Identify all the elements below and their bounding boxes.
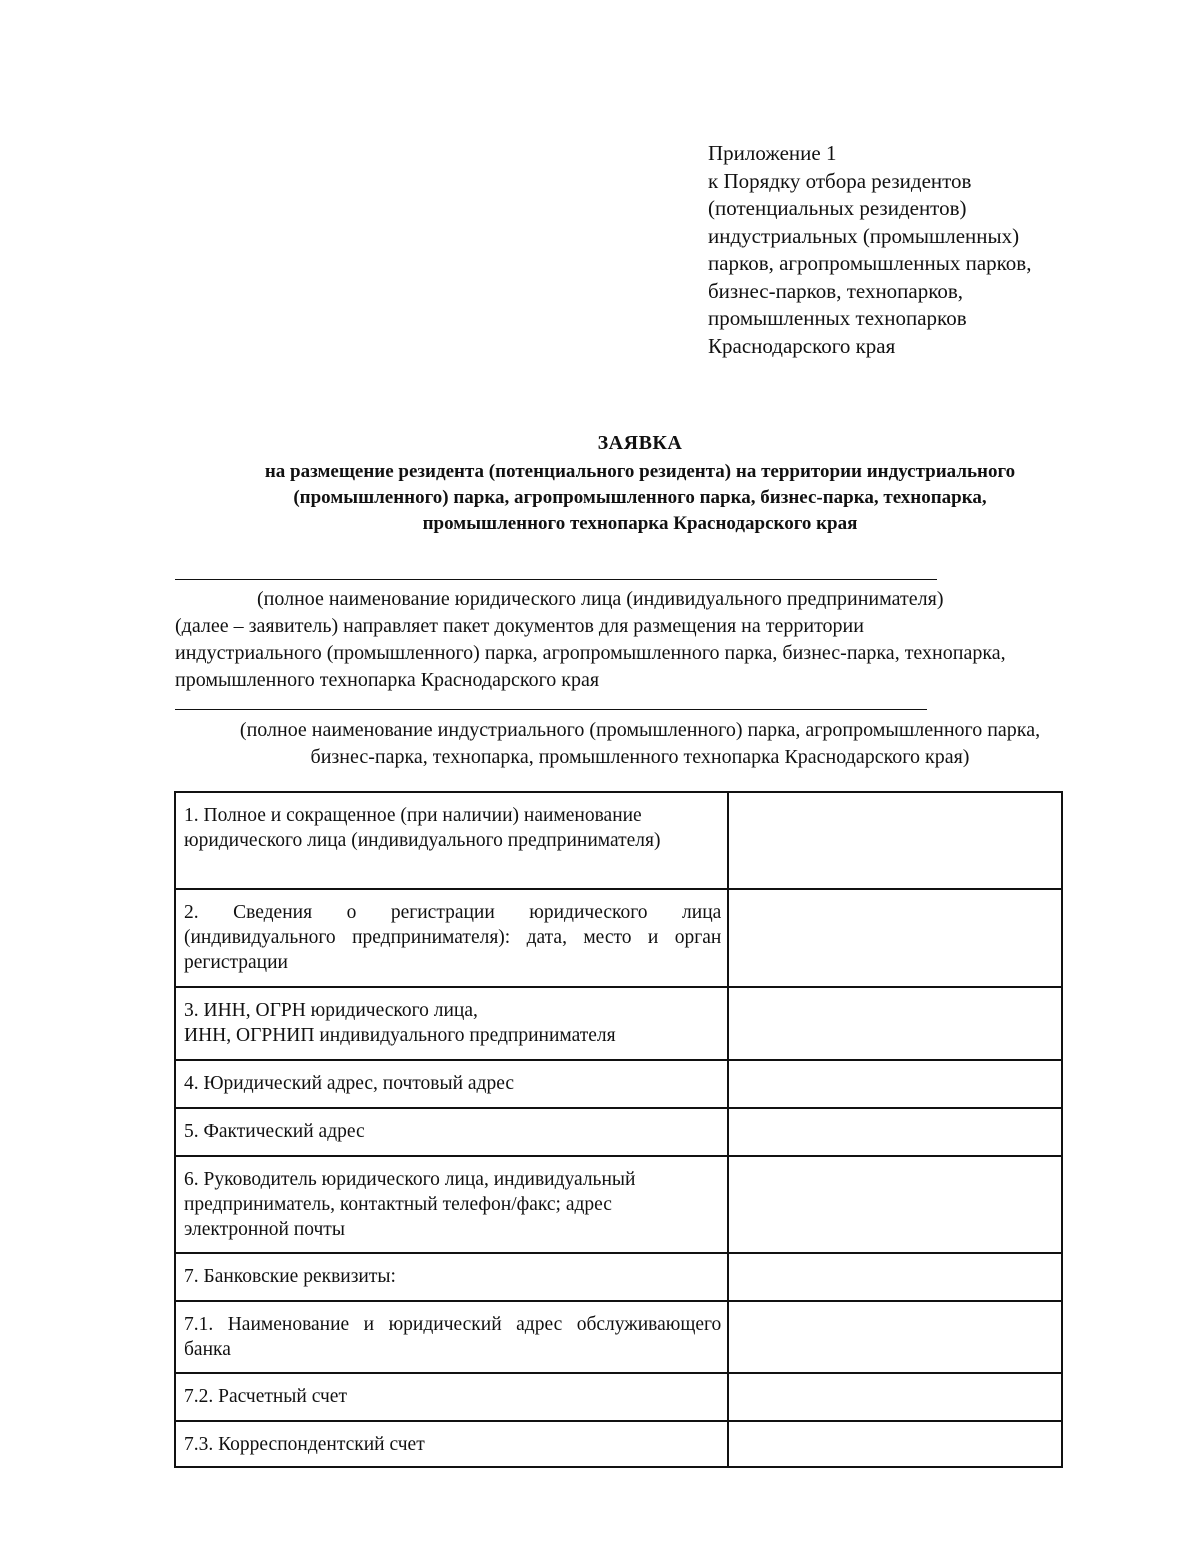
applicant-text-line: (далее – заявитель) направляет пакет документов для размещения на территории [175, 615, 864, 637]
row-value-field[interactable] [728, 1060, 1062, 1108]
row-value-field[interactable] [728, 792, 1062, 889]
appendix-line: парков, агропромышленных парков, [708, 251, 1032, 275]
table-row [175, 1373, 1062, 1421]
row-label: 7.2. Расчетный счет [175, 1373, 728, 1421]
table-row [175, 1108, 1062, 1156]
applicant-section [175, 586, 1115, 694]
table-row [175, 1253, 1062, 1301]
title-subline: промышленного технопарка Краснодарского края [422, 513, 858, 534]
applicant-caption-line: (полное наименование юридического лица (индивидуального предпринимателя) [257, 588, 944, 610]
title-subline: на размещение резидента (потенциального резидента) на территории индустриального [264, 461, 1016, 482]
appendix-line: к Порядку отбора резидентов [708, 168, 972, 193]
table-row [175, 889, 1062, 987]
row-label: 7.1. Наименование и юридический адрес обслуживающего банка [175, 1301, 728, 1373]
appendix-line: Приложение 1 [708, 141, 837, 165]
appendix-line: промышленных технопарков [708, 306, 967, 330]
appendix-line: (потенциальных резидентов) [708, 196, 967, 220]
park-caption [160, 717, 1120, 771]
row-label: 7.3. Корреспондентский счет [175, 1421, 728, 1467]
applicant-name-blank-line[interactable] [175, 579, 937, 580]
table-row [175, 1301, 1062, 1373]
row-value-field[interactable] [728, 1156, 1062, 1253]
row-label-line: 3. ИНН, ОГРН юридического лица, [184, 1000, 478, 1021]
table-row [175, 792, 1062, 889]
table-row [175, 1156, 1062, 1253]
row-label-line: ИНН, ОГРНИП индивидуального предпринимателя [184, 1025, 616, 1046]
appendix-line: бизнес-парков, технопарков, [708, 278, 964, 303]
application-form-table [174, 791, 1063, 1468]
row-label: 7. Банковские реквизиты: [175, 1253, 728, 1301]
row-value-field[interactable] [728, 1373, 1062, 1421]
row-label: 6. Руководитель юридического лица, индивидуальный предприниматель, контактный телефон/факс; адрес электронной почты [175, 1156, 728, 1253]
table-row [175, 1421, 1062, 1467]
appendix-line: индустриальных (промышленных) [708, 223, 1020, 248]
row-value-field[interactable] [728, 1301, 1062, 1373]
row-value-field[interactable] [728, 987, 1062, 1060]
park-name-blank-line[interactable] [175, 709, 927, 710]
park-caption-line: (полное наименование индустриального (промышленного) парка, агропромышленного парка, [239, 719, 1041, 741]
table-row [175, 1060, 1062, 1108]
row-value-field[interactable] [728, 1253, 1062, 1301]
document-title [160, 430, 1120, 537]
applicant-text-line: промышленного технопарка Краснодарского края [175, 669, 600, 691]
park-caption-line: бизнес-парка, технопарка, промышленного технопарка Краснодарского края) [310, 746, 970, 768]
table-row [175, 987, 1062, 1060]
row-label: 2. Сведения о регистрации юридического лица (индивидуального предпринимателя): дата, место и орган регистрации [175, 889, 728, 987]
title-subline: (промышленного) парка, агропромышленного парка, бизнес-парка, технопарка, [293, 487, 987, 508]
appendix-header [708, 140, 1128, 360]
appendix-line: Краснодарского края [708, 333, 896, 358]
row-value-field[interactable] [728, 889, 1062, 987]
row-label [175, 987, 728, 1060]
row-label: 4. Юридический адрес, почтовый адрес [175, 1060, 728, 1108]
row-label: 1. Полное и сокращенное (при наличии) наименование юридического лица (индивидуального предпринимателя) [175, 792, 728, 889]
applicant-text-line: индустриального (промышленного) парка, агропромышленного парка, бизнес-парка, технопарка, [175, 642, 1006, 664]
title-main: ЗАЯВКА [597, 432, 683, 454]
row-label: 5. Фактический адрес [175, 1108, 728, 1156]
row-value-field[interactable] [728, 1421, 1062, 1467]
row-value-field[interactable] [728, 1108, 1062, 1156]
